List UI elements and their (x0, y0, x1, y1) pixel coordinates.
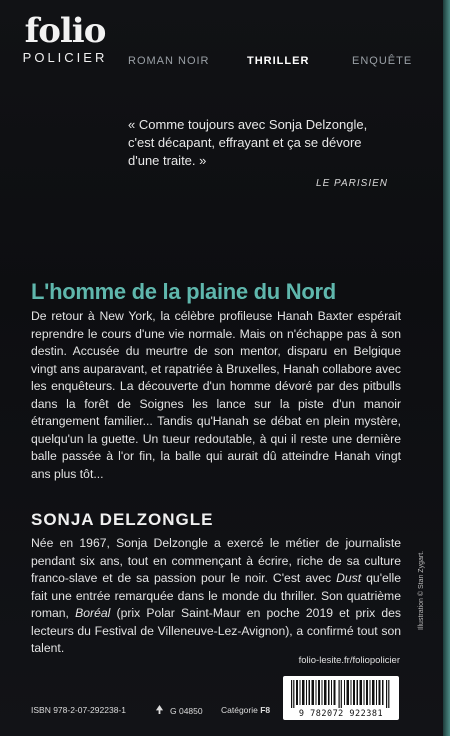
collection-roman-noir: ROMAN NOIR (128, 55, 210, 67)
synopsis-text: De retour à New York, la célèbre profileuse Hanah Baxter espérait reprendre le cours d'une vie normale. Mais on n'échappe pas à son destin. Accusée du meurtre de son mentor, disparu en Belgique vingt ans auparavant, et rapatriée à Bruxelles, Hanah collabore avec les enquêteurs. La découverte d'un homme dévoré par des pitbulls dans la forêt de Soignes les lance sur la piste d'un manoir étrangement familier... Tandis qu'Hanah se débat en plein mystère, quelqu'un la guette. Un tueur redoutable, à qui il reste une dernière balle passée à l'or fin, la balle qui aurait dû atteindre Hanah vingt ans plus tôt... (31, 309, 401, 481)
category-label: Catégorie (221, 705, 261, 715)
publisher-url[interactable]: folio-lesite.fr/foliopolicier (298, 655, 400, 666)
folio-brand (20, 11, 110, 65)
book-title: L'homme de la plaine du Nord (31, 279, 336, 304)
bio-text (31, 535, 401, 658)
quote-line: d'une traite. » (128, 153, 207, 168)
collection-labels (125, 55, 413, 71)
brand-subtitle: POLICIER (22, 50, 108, 65)
category (221, 705, 270, 715)
bio-book-title-dust: Dust (336, 571, 362, 585)
barcode (283, 676, 399, 720)
spine-edge (443, 0, 450, 736)
collection-enquete: ENQUÊTE (352, 55, 413, 67)
illustration-credit: Illustration © Stan Zygart. (418, 550, 425, 630)
isbn: ISBN 978-2-07-292238-1 (31, 705, 126, 715)
tree-icon (155, 705, 164, 716)
bio-part: Née en 1967, Sonja Delzongle a exercé le métier de journaliste pendant six ans, tout en commençant à écrire, riche de sa culture franco-slave et de sa passion pour le noir. C'est avec (31, 536, 401, 585)
bio-part: qu'elle fait une entrée remarquée dans le monde du thriller. Son quatrième roman, (31, 571, 401, 620)
folio-logo: folio (24, 11, 106, 51)
quote-line: « Comme toujours avec Sonja Delzongle, (128, 117, 368, 132)
author-bio (31, 535, 401, 658)
g-code-text: G 04850 (170, 706, 203, 716)
author-name: SONJA DELZONGLE (31, 510, 214, 529)
quote-line: c'est décapant, effrayant et ça se dévore (128, 135, 362, 150)
collection-thriller: THRILLER (247, 55, 310, 67)
quote-source: LE PARISIEN (316, 178, 388, 189)
press-quote (128, 116, 398, 170)
barcode-number: 9 782072 922381 (298, 709, 384, 719)
category-value: F8 (260, 705, 271, 715)
bio-book-title-boreal: Boréal (75, 606, 111, 620)
g-code (155, 705, 203, 716)
barcode-bars (283, 676, 399, 710)
synopsis (31, 308, 401, 483)
bio-part: (prix Polar Saint-Maur en poche 2019 et prix des lecteurs du Festival de Villeneuve-Lez-Avignon), a confirmé tout son talent. (31, 606, 401, 655)
